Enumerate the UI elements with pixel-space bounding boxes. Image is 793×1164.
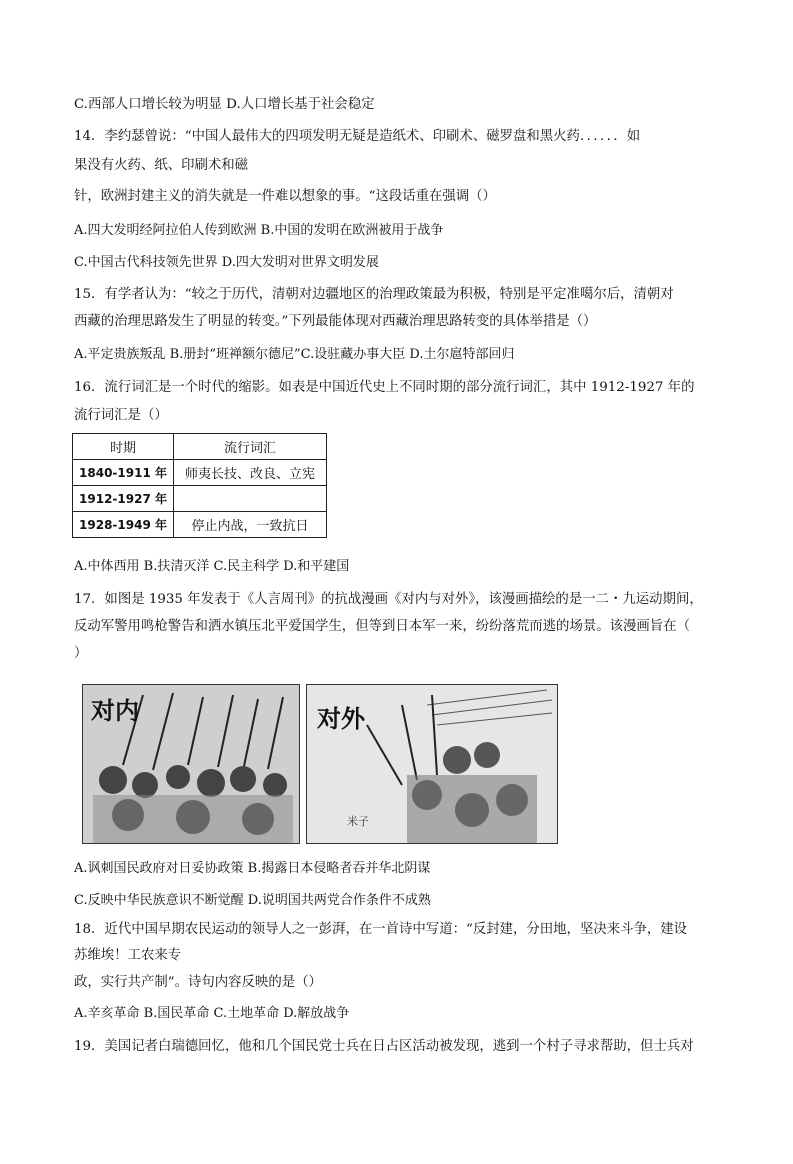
- q13-options-cd: C.西部人口增长较为明显 D.人口增长基于社会稳定: [74, 97, 375, 112]
- q14-stem-line3: 针，欧洲封建主义的消失就是一件难以想象的事。“这段话重在强调（）: [74, 189, 496, 204]
- q16-stem-line1: 16．流行词汇是一个时代的缩影。如表是中国近代史上不同时期的部分流行词汇，其中 1912-1927 年的: [74, 380, 695, 395]
- q17-stem-line1: 17．如图是 1935 年发表于《人言周刊》的抗战漫画《对内与对外》，该漫画描绘的是一二・九运动期间，: [74, 592, 703, 607]
- q17-options-ab: A.讽刺国民政府对日妥协政策 B.揭露日本侵略者吞并华北阴谋: [74, 861, 431, 876]
- cartoon-panel-external: [306, 684, 558, 844]
- table-cell: 师夷长技、改良、立宪: [174, 460, 327, 486]
- q17-options-cd: C.反映中华民族意识不断觉醒 D.说明国共两党合作条件不成熟: [74, 893, 431, 908]
- q16-stem-line2: 流行词汇是（）: [74, 408, 168, 423]
- table-header-cell: 时期: [73, 434, 174, 460]
- q17-stem-line3: ）: [74, 646, 88, 661]
- q18-stem-line1: 18．近代中国早期农民运动的领导人之一彭湃，在一首诗中写道：“反封建，分田地，坚决来斗争，建设: [74, 922, 688, 937]
- q18-options: A.辛亥革命 B.国民革命 C.土地革命 D.解放战争: [74, 1006, 350, 1021]
- table-cell: 停止内战，一致抗日: [174, 512, 327, 538]
- q18-stem-line3: 政，实行共产制”。诗句内容反映的是（）: [74, 975, 322, 990]
- q17-stem-line2: 反动军警用鸣枪警告和洒水镇压北平爱国学生，但等到日本军一来，纷纷落荒而逃的场景。该漫画旨在（: [74, 619, 690, 634]
- table-row: [73, 512, 327, 538]
- table-header-cell: 流行词汇: [174, 434, 327, 460]
- table-cell: [174, 486, 327, 512]
- q15-options: A.平定贵族叛乱 B.册封“班禅额尔德尼”C.设驻藏办事大臣 D.土尔扈特部回归: [74, 347, 515, 362]
- q16-options: A.中体西用 B.扶清灭洋 C.民主科学 D.和平建国: [74, 559, 350, 574]
- q14-options-cd: C.中国古代科技领先世界 D.四大发明对世界文明发展: [74, 255, 379, 270]
- q14-options-ab: A.四大发明经阿拉伯人传到欧洲 B.中国的发明在欧洲被用于战争: [74, 223, 444, 238]
- cartoon-signature: 米子: [347, 815, 369, 828]
- cartoon-left-title: 对内: [91, 697, 139, 725]
- q15-stem-line2: 西藏的治理思路发生了明显的转变。”下列最能体现对西藏治理思路转变的具体举措是（）: [74, 314, 597, 329]
- q18-stem-line2: 苏维埃！工农来专: [74, 948, 182, 963]
- cartoon-panel-internal: [82, 684, 300, 844]
- table-cell: 1840-1911 年: [73, 460, 174, 486]
- cartoon-right-title: 对外: [317, 705, 365, 733]
- table-header-row: [73, 434, 327, 460]
- q14-stem-line2: 果没有火药、纸、印刷术和磁: [74, 158, 249, 173]
- table-row: [73, 486, 327, 512]
- q15-stem-line1: 15．有学者认为：“较之于历代，清朝对边疆地区的治理政策最为积极，特别是平定准噶尔后，清朝对: [74, 287, 674, 302]
- table-row: [73, 460, 327, 486]
- table-cell: 1928-1949 年: [73, 512, 174, 538]
- q16-table: [72, 433, 327, 538]
- table-cell: 1912-1927 年: [73, 486, 174, 512]
- q14-stem-line1: 14．李约瑟曾说：“中国人最伟大的四项发明无疑是造纸术、印刷术、磁罗盘和黑火药．．．．．．如: [74, 129, 641, 144]
- q19-stem-line1: 19．美国记者白瑞德回忆，他和几个国民党士兵在日占区活动被发现，逃到一个村子寻求帮助，但士兵对: [74, 1039, 694, 1054]
